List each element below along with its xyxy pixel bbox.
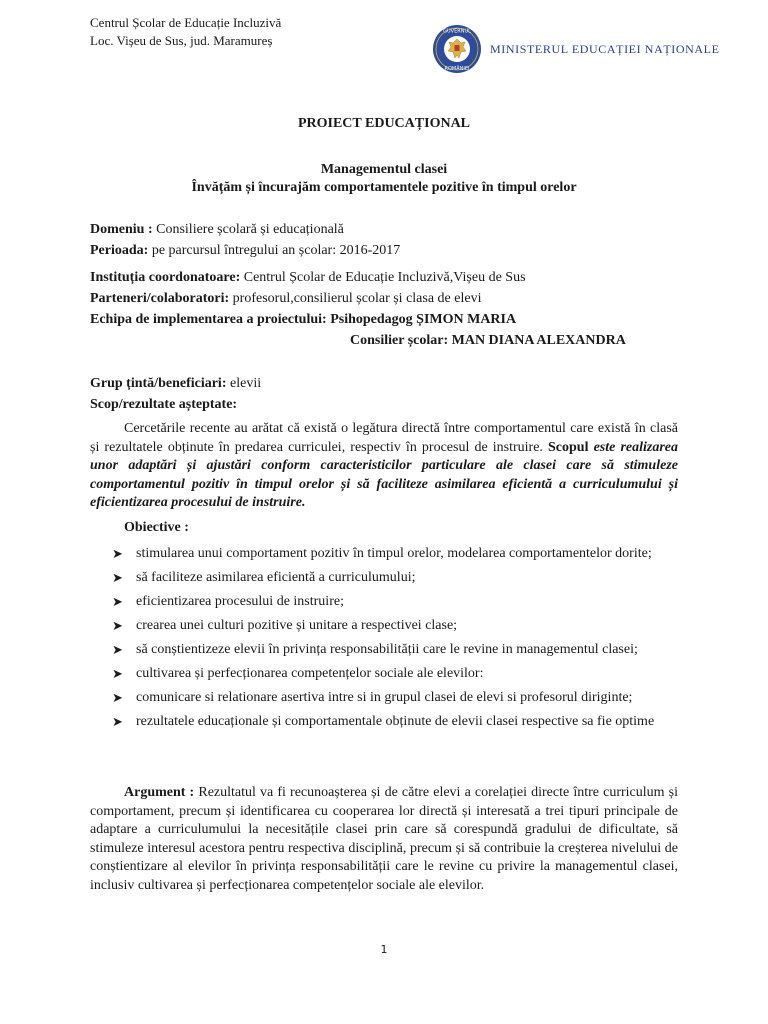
institution-line xyxy=(90,270,526,286)
list-item: ➤ comunicare si relationare asertiva intre si in grupul clasei de elevi si profesorul diriginte; xyxy=(112,690,633,705)
domain-line xyxy=(90,222,344,238)
domain-label: Domeniu : xyxy=(90,222,153,237)
seal-bottom-text: ROMÂNIEI xyxy=(444,66,470,72)
target-group-value: elevii xyxy=(226,376,262,391)
institution-label: Instituția coordonatoare: xyxy=(90,270,241,285)
list-item: ➤ să faciliteze asimilarea eficientă a curriculumului; xyxy=(112,570,416,585)
objectives-heading: Obiective : xyxy=(124,520,189,535)
school-header xyxy=(90,14,281,50)
argument-text: Rezultatul va fi recunoașterea și de către elevi a corelației directe între curriculum și comportament, precum și identificarea cu cooperarea lor directă și interesată a trei tipuri principale de adaptare a curriculumului la necesitățile clasei prin care să corespundă gradului de dificultate, să stimuleze interesul acestora pentru respectiva disciplină, precum și să contribuie la creșterea nivelului de conștientizare al elevilor în privința responsabilității care le revine cu privire la managementul clasei, inclusiv cultivarea și perfecționarea competențelor sociale ale elevilor. xyxy=(90,785,678,893)
goal-statement: este realizarea unor adaptări și ajustări conform caracteristicilor particulare ale clasei care să stimuleze comportamentul pozitiv în timpul orelor și să faciliteze asimilarea eficientă a curriculumului și eficientizarea procesului de instruire. xyxy=(90,439,678,510)
goal-paragraph xyxy=(90,420,678,513)
list-item: ➤ eficientizarea procesului de instruire; xyxy=(112,594,344,609)
arrow-bullet-icon: ➤ xyxy=(112,714,123,729)
arrow-bullet-icon: ➤ xyxy=(112,618,123,633)
partners-value: profesorul,consilierul școlar și clasa de elevi xyxy=(229,291,482,306)
project-subtitle: Managementul clasei xyxy=(320,162,448,177)
period-value: pe parcursul întregului an școlar: 2016-2017 xyxy=(148,243,401,258)
period-line xyxy=(90,243,400,259)
arrow-bullet-icon: ➤ xyxy=(112,690,123,705)
project-theme: Învățăm și încurajăm comportamentele pozitive în timpul orelor xyxy=(191,180,577,195)
arrow-bullet-icon: ➤ xyxy=(112,594,123,609)
partners-line xyxy=(90,291,481,307)
team-line: Echipa de implementarea a proiectului: Psihopedagog ȘIMON MARIA xyxy=(90,312,517,327)
project-title: PROIECT EDUCAȚIONAL xyxy=(297,116,471,131)
institution-value: Centrul Școlar de Educație Incluzivă,Vișeu de Sus xyxy=(240,270,526,285)
ministry-header xyxy=(432,24,720,74)
arrow-bullet-icon: ➤ xyxy=(112,666,123,681)
arrow-bullet-icon: ➤ xyxy=(112,570,123,585)
government-seal-icon xyxy=(432,24,482,74)
target-group-label: Grup țintă/beneficiari: xyxy=(90,376,227,391)
objectives-list xyxy=(112,545,678,737)
goal-emphasis: Scopul xyxy=(548,439,594,455)
arrow-bullet-icon: ➤ xyxy=(112,642,123,657)
goal-heading: Scop/rezultate așteptate: xyxy=(90,397,238,412)
list-item: ➤ cultivarea și perfecționarea competențelor sociale ale elevilor: xyxy=(112,666,484,681)
list-item: ➤ rezultatele educaționale și comportamentale obținute de elevii clasei respective sa fie optime xyxy=(112,714,655,729)
target-group-line xyxy=(90,376,261,392)
ministry-name: MINISTERUL EDUCAȚIEI NAȚIONALE xyxy=(490,41,720,56)
page-number: 1 xyxy=(380,943,388,956)
arrow-bullet-icon: ➤ xyxy=(112,546,123,561)
argument-label: Argument : xyxy=(124,785,195,800)
goal-text: Cercetările recente au arătat că există o legătura directă între comportamentul care există în clasă și rezultatele obținute în predarea curriculei, respectiv în procesul de instruire. xyxy=(90,421,678,455)
counselor-line: Consilier școlar: MAN DIANA ALEXANDRA xyxy=(350,333,626,348)
school-location: Loc. Vișeu de Sus, jud. Maramureș xyxy=(90,33,273,48)
seal-top-text: GUVERNUL xyxy=(443,28,471,35)
list-item: ➤ să conștientizeze elevii în privința responsabilității care le revine in managementul clasei; xyxy=(112,642,638,657)
school-name: Centrul Școlar de Educație Incluzivă xyxy=(90,15,282,30)
list-item: ➤ crearea unei culturi pozitive și unitare a respectivei clase; xyxy=(112,618,458,633)
list-item: ➤ stimularea unui comportament pozitiv în timpul orelor, modelarea comportamentelor dorite; xyxy=(112,546,652,561)
domain-value: Consiliere școlară și educațională xyxy=(152,222,344,237)
partners-label: Parteneri/colaboratori: xyxy=(90,291,230,306)
period-label: Perioada: xyxy=(90,243,149,258)
argument-paragraph xyxy=(90,784,678,895)
